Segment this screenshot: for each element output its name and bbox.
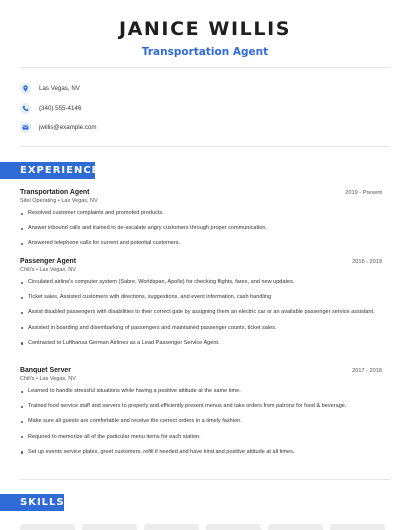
- job-bullet: Make sure all guests are comfortable and receive the correct orders in a timely fashion.: [20, 418, 382, 425]
- divider: [20, 67, 390, 68]
- contact-phone: [20, 99, 97, 119]
- location-text: Las Vegas, NV: [39, 85, 80, 93]
- email-text[interactable]: jwillis@example.com: [39, 124, 97, 132]
- skills-section-heading: SKILLS: [0, 494, 64, 511]
- job-dates: 2019 - Present: [345, 190, 382, 196]
- job-dates: 2018 - 2019: [352, 259, 382, 265]
- job-bullets: [20, 388, 382, 456]
- job-bullet: Required to memorize all of the particular menu items for each station.: [20, 434, 382, 441]
- job-bullet: Assisted in boarding and disembarking of passengers and maintained passenger counts, ticket sales.: [20, 325, 382, 332]
- divider: [20, 479, 390, 480]
- skill-chip: [206, 524, 261, 530]
- job-company: Chili's: [20, 376, 35, 382]
- phone-text: (340) 555-4146: [39, 104, 82, 112]
- skill-chip: [268, 524, 323, 530]
- skill-chip: [144, 524, 199, 530]
- location-pin-icon: [20, 83, 31, 94]
- job-bullet: Assist disabled passengers with disabilities to their correct gate by assigning them an electric car or an available passenger service assistant.: [20, 309, 382, 316]
- candidate-title: Transportation Agent: [141, 46, 269, 58]
- skill-chip: [20, 524, 75, 530]
- job-bullet: Contracted to Lufthansa German Airlines as a Lead Passenger Service Agent.: [20, 340, 382, 347]
- job-bullet: Learned to handle stressful situations while having a positive attitude at the same time.: [20, 388, 382, 395]
- experience-section-heading: EXPERIENCE: [0, 162, 95, 179]
- job-location: Las Vegas, NV: [61, 198, 98, 204]
- job-bullets: [20, 279, 382, 347]
- job-entry: [20, 367, 382, 464]
- job-dates: 2017 - 2018: [352, 368, 382, 374]
- job-entry: [20, 189, 382, 256]
- job-title: Transportation Agent: [20, 189, 90, 196]
- phone-icon: [20, 103, 31, 114]
- job-company-line: Sitel Operating • Las Vegas, NV: [20, 198, 98, 204]
- mail-icon: [20, 122, 31, 133]
- job-company-line: Chili's • Las Vegas, NV: [20, 267, 76, 273]
- job-company: Sitel Operating: [20, 198, 57, 204]
- job-location: Las Vegas, NV: [39, 376, 76, 382]
- job-bullet: Answer inbound calls and trained to de-escalate angry customers through proper communication.: [20, 225, 382, 232]
- job-bullet: Set up events service plates, greet customers, refill if needed and have kind and positive attitude at all times.: [20, 449, 382, 456]
- resume-header: [0, 0, 410, 58]
- job-bullet: Answered telephone calls for current and potential customers.: [20, 240, 382, 247]
- job-bullet: Resolved customer complaints and promoted products.: [20, 210, 382, 217]
- job-location: Las Vegas, NV: [39, 267, 76, 273]
- candidate-name: JANICE WILLIS: [118, 18, 292, 40]
- job-bullet: Circulated airline's computer system (Sabre, Worldspan, Apollo) for checking flights, fares, and new updates.: [20, 279, 382, 286]
- job-company: Chili's: [20, 267, 35, 273]
- job-bullet: Ticket sales, Assisted customers with directions, suggestions, and event information, cash handling: [20, 294, 382, 301]
- divider: [20, 146, 390, 147]
- skills-list: [20, 524, 385, 530]
- contact-block: [20, 79, 97, 138]
- job-title: Passenger Agent: [20, 258, 77, 265]
- job-bullet: Trained food service staff and servers to properly and efficiently present menus and take orders from patrons for food & beverage.: [20, 403, 382, 410]
- job-entry: [20, 258, 382, 355]
- skill-chip: [330, 524, 385, 530]
- job-company-line: Chili's • Las Vegas, NV: [20, 376, 76, 382]
- skill-chip: [82, 524, 137, 530]
- contact-email[interactable]: [20, 118, 97, 138]
- job-title: Banquet Server: [20, 367, 71, 374]
- contact-location: [20, 79, 97, 99]
- job-bullets: [20, 210, 382, 248]
